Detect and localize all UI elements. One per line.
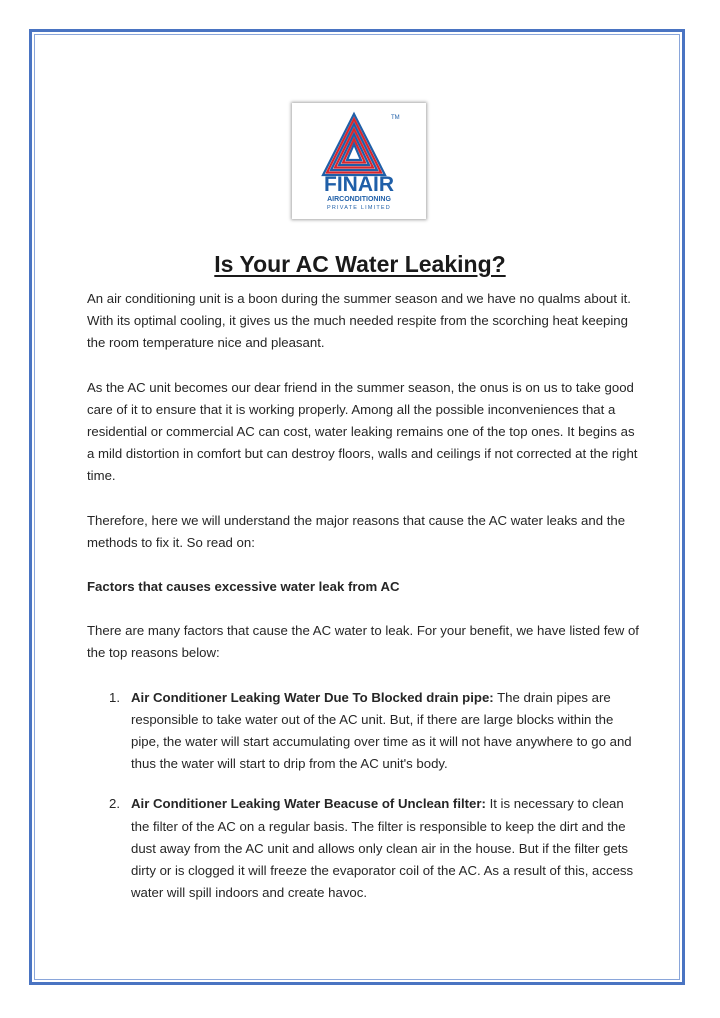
document-body [87, 288, 642, 922]
care-paragraph: As the AC unit becomes our dear friend in the summer season, the onus is on us to take good care of it to ensure that it is working properly. Among all the possible inconveniences that a residential or commercial AC can cost, water leaking remains one of the top ones. It begins as a mild distortion in comfort but can destroy floors, walls and ceilings if not corrected at the right time. [87, 379, 638, 484]
list-item-text: It is necessary to clean the filter of the AC on a regular basis. The filter is responsible to keep the dirt and the dust away from the AC unit and allows only clean air in the house. But if the filter gets dirty or is clogged it will freeze the evaporator coil of the AC. As a result of this, access water will spill indoors and create havoc. [131, 796, 634, 901]
overview-paragraph: Therefore, here we will understand the major reasons that cause the AC water leaks and the methods to fix it. So read on: [87, 512, 626, 550]
logo-trademark: TM [391, 115, 400, 121]
list-item-number: 2. [109, 796, 120, 812]
list-item-title: Air Conditioner Leaking Water Beacuse of Unclean filter: [131, 796, 486, 812]
section-heading: Factors that causes excessive water leak from AC [87, 579, 400, 595]
document-title: Is Your AC Water Leaking? [214, 251, 506, 277]
list-item [87, 687, 642, 776]
company-logo [292, 103, 426, 219]
reasons-list [87, 687, 642, 905]
finair-logo-graphic [292, 103, 426, 219]
logo-line1-text: AIRCONDITIONING [327, 196, 391, 203]
logo-brand-text: FINAIR [324, 173, 394, 196]
logo-line2-text: PRIVATE LIMITED [327, 205, 391, 211]
list-item-text: The drain pipes are responsible to take water out of the AC unit. But, if there are large blocks within the pipe, the water will start accumulating over time as it will not have anywhere to go and thus the water will start to drip from the AC unit's body. [131, 689, 632, 772]
list-item-number: 1. [109, 689, 120, 705]
list-item-title: Air Conditioner Leaking Water Due To Blocked drain pipe: [131, 689, 494, 705]
factors-paragraph: There are many factors that cause the AC water to leak. For your benefit, we have listed few of the top reasons below: [87, 623, 639, 661]
list-item [87, 793, 642, 904]
intro-paragraph: An air conditioning unit is a boon during the summer season and we have no qualms about it. With its optimal cooling, it gives us the much needed respite from the scorching heat keeping the room temperature nice and pleasant. [87, 291, 631, 351]
